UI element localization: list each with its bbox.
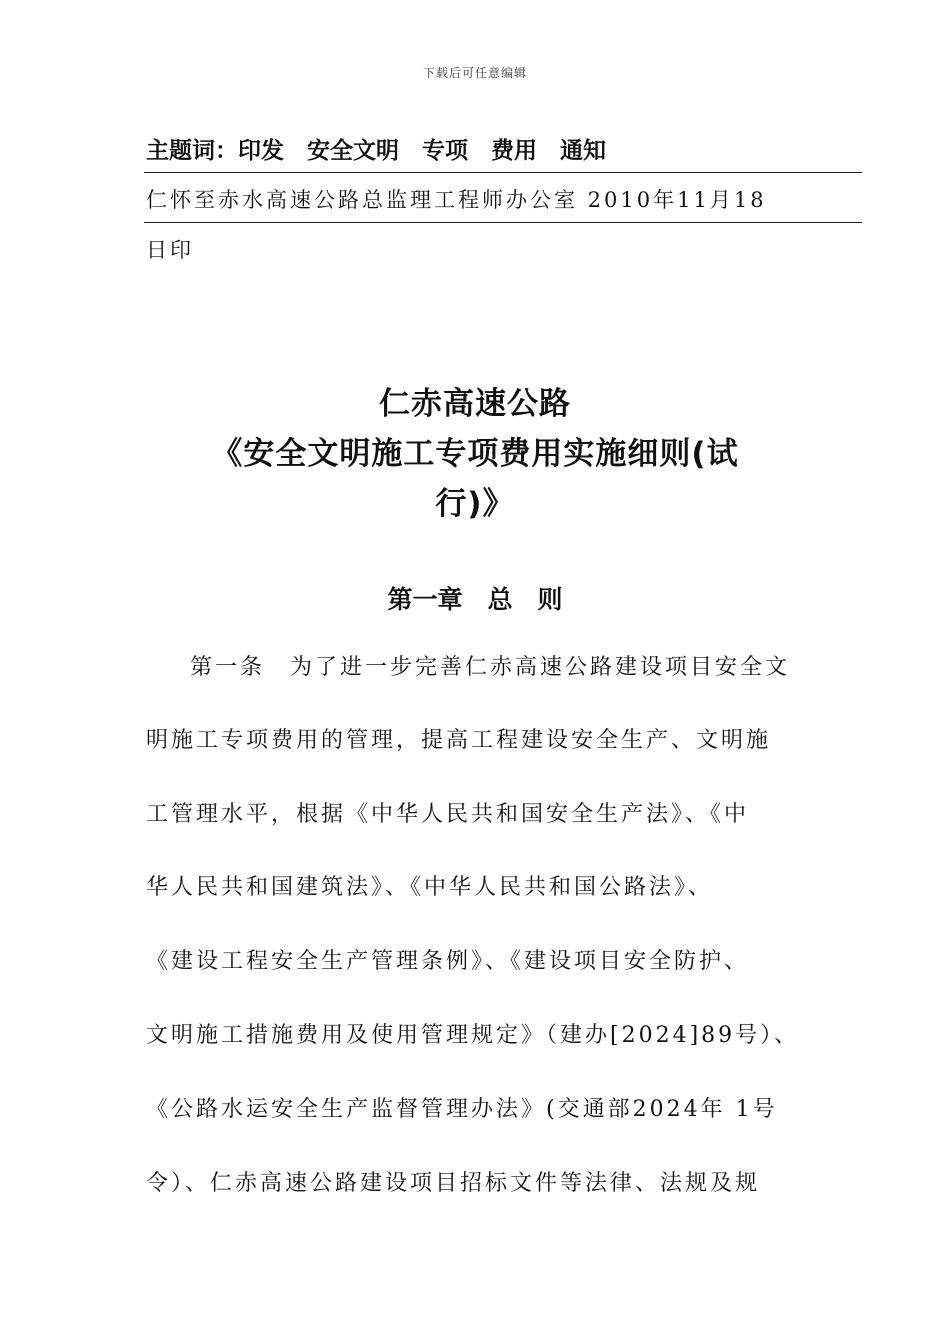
document-title-line-2: 《安全文明施工专项费用实施细则(试: [211, 436, 739, 472]
body-text-line: 工管理水平，根据《中华人民共和国安全生产法》、《中: [146, 802, 750, 827]
document-title-line-3: 行)》: [435, 486, 515, 522]
body-text-line: 文明施工措施费用及使用管理规定》（建办[2024]89号）、: [146, 1023, 800, 1048]
body-text-line: 第一条 为了进一步完善仁赤高速公路建设项目安全文: [190, 655, 791, 680]
body-text-line: 令）、仁赤高速公路建设项目招标文件等法律、法规及规: [146, 1171, 761, 1196]
body-text-line: 《公路水运安全生产监督管理办法》(交通部2024年 1号: [146, 1097, 778, 1122]
page-header-note: 下载后可任意编辑: [422, 66, 527, 80]
chapter-heading: 第一章 总 则: [387, 585, 563, 614]
divider-bottom: [144, 222, 862, 223]
body-text-line: 《建设工程安全生产管理条例》、《建设项目安全防护、: [146, 949, 750, 974]
document-title-line-1: 仁赤高速公路: [379, 386, 571, 422]
body-text-line: 明施工专项费用的管理，提高工程建设安全生产、文明施: [146, 728, 772, 753]
issuer-line-1: 仁怀至赤水高速公路总监理工程师办公室 2010年11月18: [146, 188, 767, 212]
body-text-line: 华人民共和国建筑法》、《中华人民共和国公路法》、: [146, 875, 714, 900]
issuer-line-2: 日印: [146, 238, 194, 262]
divider-top: [144, 172, 862, 173]
subject-keywords: 主题词：印发 安全文明 专项 费用 通知: [146, 138, 606, 164]
